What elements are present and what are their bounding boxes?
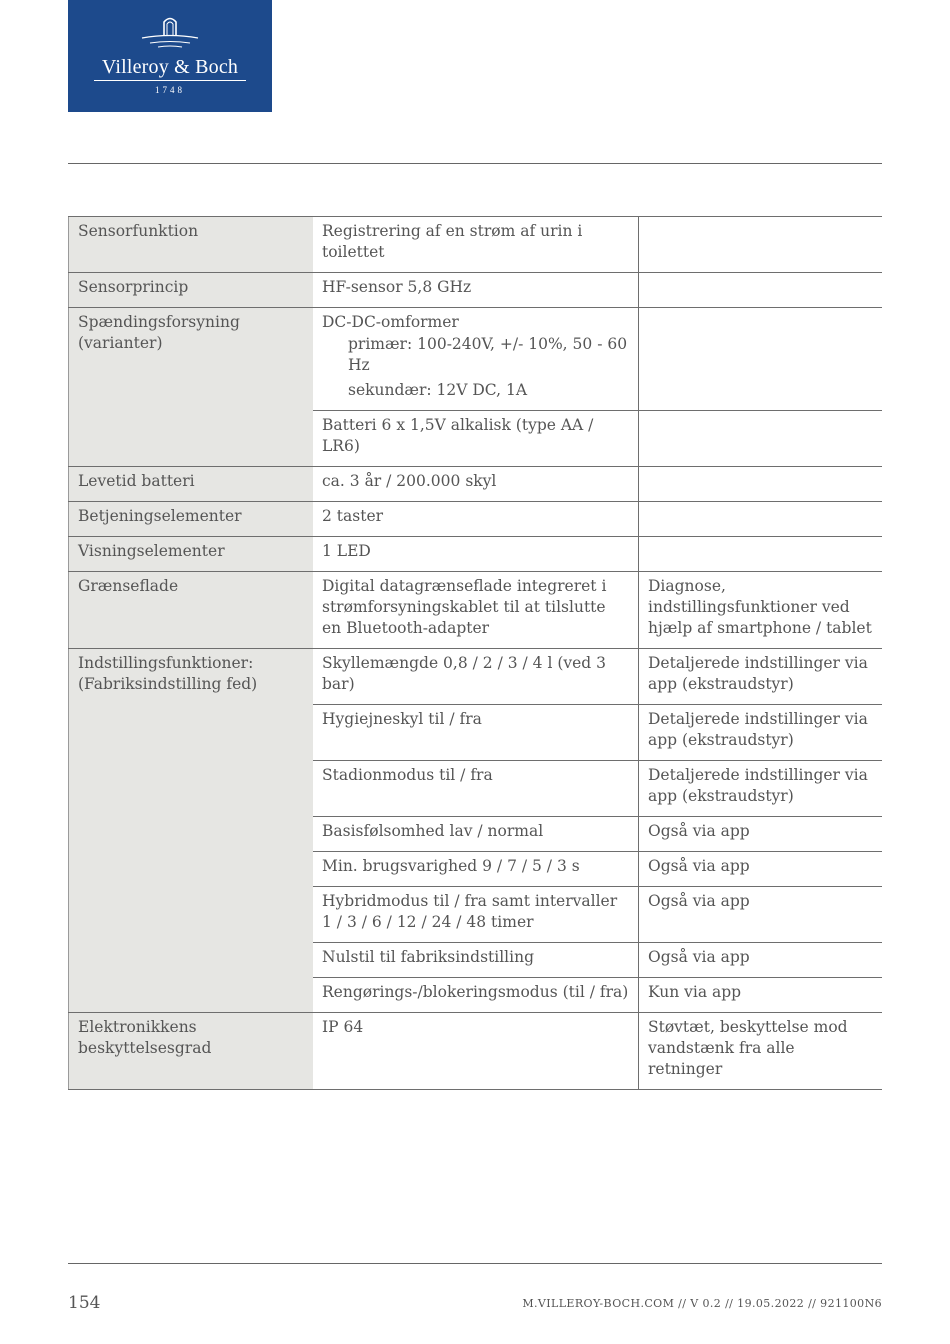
page-number: 154	[68, 1293, 101, 1313]
power-supply-type: DC-DC-omformer	[322, 313, 459, 331]
row-value: Nulstil til fabriksindstilling	[313, 943, 639, 978]
row-label: Sensorprincip	[69, 273, 314, 308]
footer-divider	[68, 1263, 882, 1264]
table-row	[69, 572, 883, 649]
brand-logo	[68, 0, 272, 112]
row-label: Elektronikkens beskyttelsesgrad	[69, 1013, 314, 1090]
row-value	[313, 308, 639, 411]
fountain-emblem-icon	[128, 14, 212, 50]
row-value: Basisfølsomhed lav / normal	[313, 817, 639, 852]
settings-sublabel: (Fabriksindstilling fed)	[78, 675, 258, 693]
row-note	[639, 308, 883, 411]
table-row	[69, 537, 883, 572]
row-note	[639, 502, 883, 537]
row-label: Spændingsforsyning (varianter)	[69, 308, 314, 467]
row-value: Batteri 6 x 1,5V alkalisk (type AA / LR6)	[313, 411, 639, 467]
row-value: Registrering af en strøm af urin i toilettet	[313, 217, 639, 273]
row-note: Detaljerede indstillinger via app (ekstraudstyr)	[639, 705, 883, 761]
table-row	[69, 467, 883, 502]
row-note	[639, 537, 883, 572]
row-note	[639, 217, 883, 273]
logo-underline	[94, 80, 246, 81]
row-value: 2 taster	[313, 502, 639, 537]
row-value: Hybridmodus til / fra samt intervaller 1 / 3 / 6 / 12 / 24 / 48 timer	[313, 887, 639, 943]
table-row	[69, 308, 883, 411]
header-divider	[68, 163, 882, 164]
table-row	[69, 1013, 883, 1090]
row-value: Min. brugsvarighed 9 / 7 / 5 / 3 s	[313, 852, 639, 887]
row-note: Også via app	[639, 943, 883, 978]
table-row	[69, 273, 883, 308]
row-value: Skyllemængde 0,8 / 2 / 3 / 4 l (ved 3 bar)	[313, 649, 639, 705]
row-label: Sensorfunktion	[69, 217, 314, 273]
row-note: Detaljerede indstillinger via app (ekstraudstyr)	[639, 761, 883, 817]
row-note: Detaljerede indstillinger via app (ekstraudstyr)	[639, 649, 883, 705]
row-note: Støvtæt, beskyttelse mod vandstænk fra alle retninger	[639, 1013, 883, 1090]
table-row	[69, 217, 883, 273]
row-label: Levetid batteri	[69, 467, 314, 502]
row-note	[639, 467, 883, 502]
row-value: HF-sensor 5,8 GHz	[313, 273, 639, 308]
logo-brand-name: Villeroy & Boch	[101, 56, 239, 78]
row-note	[639, 411, 883, 467]
row-note: Også via app	[639, 887, 883, 943]
row-value: Stadionmodus til / fra	[313, 761, 639, 817]
row-value: ca. 3 år / 200.000 skyl	[313, 467, 639, 502]
row-label: Betjeningselementer	[69, 502, 314, 537]
settings-label: Indstillingsfunktioner:	[78, 654, 254, 672]
row-value: Hygiejneskyl til / fra	[313, 705, 639, 761]
power-supply-primary: primær: 100-240V, +/- 10%, 50 - 60 Hz	[348, 335, 628, 374]
row-value: IP 64	[313, 1013, 639, 1090]
specification-table	[68, 216, 882, 1090]
row-note: Diagnose, indstillingsfunktioner ved hjælp af smartphone / tablet	[639, 572, 883, 649]
table-row	[69, 502, 883, 537]
row-label: Grænseflade	[69, 572, 314, 649]
row-note: Kun via app	[639, 978, 883, 1013]
footer-reference: M.VILLEROY-BOCH.COM // V 0.2 // 19.05.2022 // 921100N6	[522, 1297, 882, 1310]
row-value: Rengørings-/blokeringsmodus (til / fra)	[313, 978, 639, 1013]
logo-year: 1748	[155, 85, 185, 95]
row-label	[69, 649, 314, 1013]
row-value: 1 LED	[313, 537, 639, 572]
power-supply-secondary: sekundær: 12V DC, 1A	[348, 381, 528, 399]
row-value: Digital datagrænseflade integreret i strømforsyningskablet til at tilslutte en Bluetooth-adapter	[313, 572, 639, 649]
row-note	[639, 273, 883, 308]
table-row	[69, 649, 883, 705]
row-note: Også via app	[639, 852, 883, 887]
row-note: Også via app	[639, 817, 883, 852]
row-label: Visningselementer	[69, 537, 314, 572]
